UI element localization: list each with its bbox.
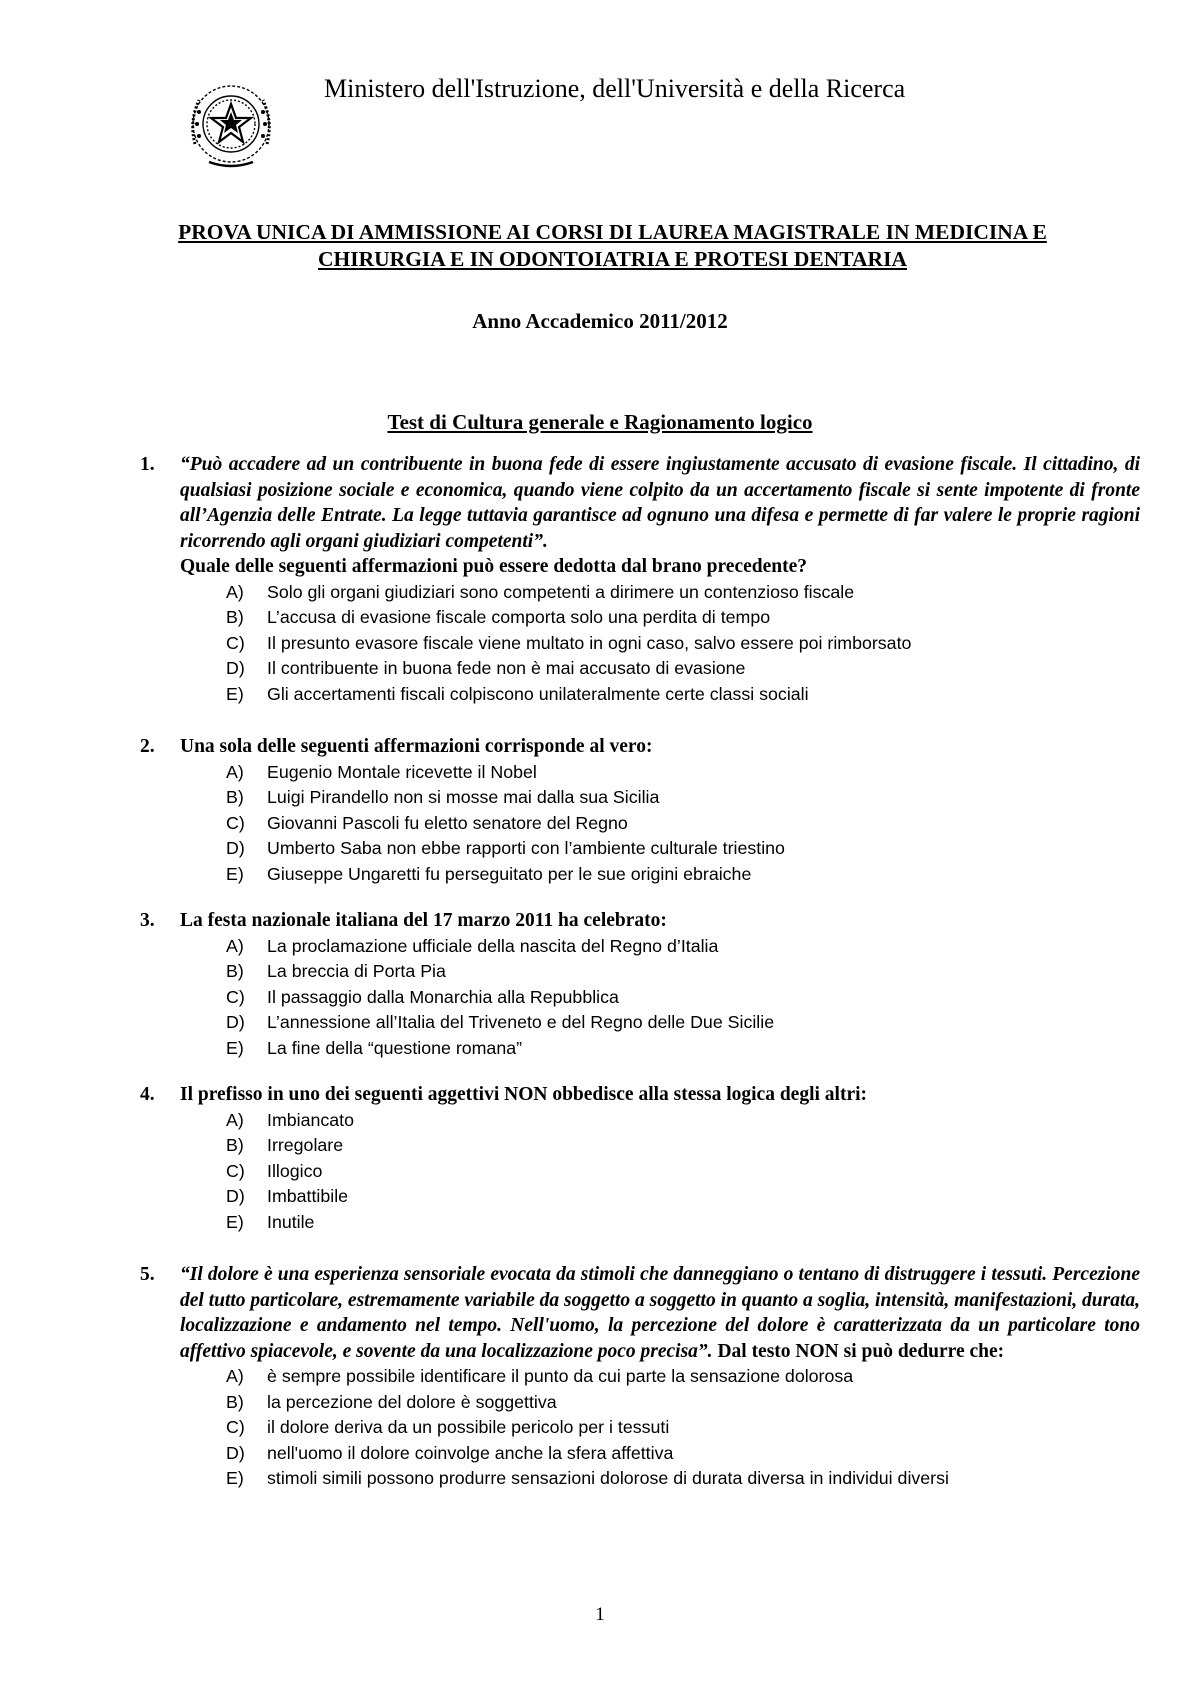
- option-text: Solo gli organi giudiziari sono competenti a dirimere un contenzioso fiscale: [267, 581, 855, 602]
- option-letter: C): [226, 812, 245, 833]
- answer-options: [180, 1108, 1140, 1236]
- option-text: Luigi Pirandello non si mosse mai dalla sua Sicilia: [267, 787, 660, 808]
- answer-option-d[interactable]: [226, 1184, 1140, 1210]
- option-letter: A): [226, 581, 244, 602]
- option-letter: D): [226, 658, 245, 679]
- option-letter: E): [226, 1037, 244, 1058]
- option-text: L’accusa di evasione fiscale comporta solo una perdita di tempo: [267, 607, 771, 628]
- option-text: Imbattibile: [267, 1186, 349, 1207]
- answer-option-a[interactable]: [226, 760, 1140, 786]
- answer-option-b[interactable]: [226, 1133, 1140, 1159]
- academic-year: Anno Accademico 2011/2012: [472, 309, 728, 333]
- answer-options: [180, 580, 1140, 708]
- question-passage: “Può accadere ad un contribuente in buona fede di essere ingiustamente accusato di evasione fiscale. Il cittadino, di qualsiasi posizione sociale e economica, quando viene colpito da un accertamento fiscale si sente impotente di fronte all’Agenzia delle Entrate. La legge tuttavia garantisce ad ognuno una difesa e permette di far valere le proprie ragioni ricorrendo agli organi giudiziari competenti”.: [180, 454, 1140, 552]
- question-prompt: Il prefisso in uno dei seguenti aggettivi NON obbedisce alla stessa logica degli altri:: [180, 1084, 868, 1105]
- option-text: Imbiancato: [267, 1109, 354, 1130]
- answer-option-a[interactable]: [226, 1364, 1140, 1390]
- answer-option-e[interactable]: [226, 1466, 1140, 1492]
- answer-option-b[interactable]: [226, 959, 1140, 985]
- answer-option-d[interactable]: [226, 836, 1140, 862]
- option-letter: B): [226, 607, 244, 628]
- answer-options: [180, 760, 1140, 888]
- option-text: Il presunto evasore fiscale viene multato in ogni caso, salvo essere poi rimborsato: [267, 632, 912, 653]
- option-letter: B): [226, 1135, 244, 1156]
- answer-options: [180, 1364, 1140, 1492]
- option-text: Il passaggio dalla Monarchia alla Repubblica: [267, 986, 619, 1007]
- answer-option-a[interactable]: [226, 1108, 1140, 1134]
- option-text: stimoli simili possono produrre sensazioni dolorose di durata diversa in individui diversi: [267, 1468, 949, 1489]
- question-prompt: Quale delle seguenti affermazioni può essere dedotta dal brano precedente?: [180, 556, 808, 577]
- option-text: L’annessione all’Italia del Triveneto e del Regno delle Due Sicilie: [267, 1012, 775, 1033]
- answer-option-e[interactable]: [226, 862, 1140, 888]
- option-letter: A): [226, 761, 244, 782]
- answer-option-e[interactable]: [226, 682, 1140, 708]
- option-text: il dolore deriva da un possibile pericolo per i tessuti: [267, 1417, 670, 1438]
- option-letter: C): [226, 1160, 245, 1181]
- option-text: nell'uomo il dolore coinvolge anche la sfera affettiva: [267, 1442, 674, 1463]
- question-number: 3.: [140, 910, 155, 931]
- option-letter: E): [226, 863, 244, 884]
- answer-option-e[interactable]: [226, 1036, 1140, 1062]
- option-letter: D): [226, 1442, 245, 1463]
- ministry-name: Ministero dell'Istruzione, dell'Università e della Ricerca: [324, 74, 906, 103]
- answer-option-c[interactable]: [226, 811, 1140, 837]
- answer-option-e[interactable]: [226, 1210, 1140, 1236]
- exam-title-line-2: CHIRURGIA E IN ODONTOIATRIA E PROTESI DENTARIA: [318, 247, 907, 271]
- question-passage: [180, 1262, 1140, 1364]
- exam-title-line-1: PROVA UNICA DI AMMISSIONE AI CORSI DI LAUREA MAGISTRALE IN MEDICINA E: [178, 220, 1047, 244]
- page-number: 1: [595, 1604, 605, 1625]
- question-number: 2.: [140, 736, 155, 757]
- answer-option-b[interactable]: [226, 1390, 1140, 1416]
- option-text: Umberto Saba non ebbe rapporti con l’ambiente culturale triestino: [267, 838, 785, 859]
- question-number: 5.: [140, 1264, 155, 1285]
- option-text: La proclamazione ufficiale della nascita del Regno d’Italia: [267, 935, 719, 956]
- answer-option-d[interactable]: [226, 656, 1140, 682]
- section-title: Test di Cultura generale e Ragionamento logico: [387, 410, 813, 434]
- answer-option-c[interactable]: [226, 985, 1140, 1011]
- option-letter: B): [226, 961, 244, 982]
- answer-options: [180, 934, 1140, 1062]
- option-text: Il contribuente in buona fede non è mai accusato di evasione: [267, 658, 746, 679]
- passage-text: “Il dolore è una esperienza sensoriale evocata da stimoli che danneggiano o tentano di distruggere i tessuti. Percezione del tutto particolare, estremamente variabile da soggetto a soggetto in quanto a soglia, intensità, manifestazioni, durata, localizzazione e andamento nel tempo. Nell'uomo, la percezione del dolore è caratterizzata da un particolare tono affettivo spiacevole, e sovente da una localizzazione poco precisa”.: [180, 1264, 1140, 1362]
- option-letter: D): [226, 1186, 245, 1207]
- option-letter: C): [226, 1417, 245, 1438]
- option-text: Irregolare: [267, 1135, 344, 1156]
- question-prompt: Una sola delle seguenti affermazioni corrisponde al vero:: [180, 736, 653, 757]
- option-text: la percezione del dolore è soggettiva: [267, 1391, 557, 1412]
- option-letter: E): [226, 683, 244, 704]
- option-letter: C): [226, 632, 245, 653]
- option-text: è sempre possibile identificare il punto da cui parte la sensazione dolorosa: [267, 1366, 854, 1386]
- option-letter: D): [226, 1012, 245, 1033]
- answer-option-c[interactable]: [226, 631, 1140, 657]
- question-number: 4.: [140, 1084, 155, 1105]
- exam-title: [100, 219, 1125, 273]
- option-letter: A): [226, 1109, 244, 1130]
- option-text: Inutile: [267, 1211, 315, 1232]
- option-letter: E): [226, 1211, 244, 1232]
- question-number: 1.: [140, 454, 155, 475]
- option-letter: C): [226, 986, 245, 1007]
- question-prompt: La festa nazionale italiana del 17 marzo 2011 ha celebrato:: [180, 910, 667, 931]
- option-letter: E): [226, 1468, 244, 1489]
- option-text: Illogico: [267, 1160, 323, 1181]
- option-text: La fine della “questione romana”: [267, 1037, 523, 1058]
- option-letter: A): [226, 1366, 244, 1386]
- italian-republic-emblem-icon: [180, 72, 282, 172]
- answer-option-a[interactable]: [226, 580, 1140, 606]
- answer-option-d[interactable]: [226, 1010, 1140, 1036]
- answer-option-a[interactable]: [226, 934, 1140, 960]
- option-text: La breccia di Porta Pia: [267, 961, 446, 982]
- option-text: Gli accertamenti fiscali colpiscono unilateralmente certe classi sociali: [267, 683, 809, 704]
- answer-option-d[interactable]: [226, 1441, 1140, 1467]
- option-letter: A): [226, 935, 244, 956]
- option-text: Eugenio Montale ricevette il Nobel: [267, 761, 537, 782]
- option-letter: B): [226, 787, 244, 808]
- answer-option-b[interactable]: [226, 785, 1140, 811]
- answer-option-b[interactable]: [226, 605, 1140, 631]
- option-text: Giuseppe Ungaretti fu perseguitato per le sue origini ebraiche: [267, 863, 752, 884]
- answer-option-c[interactable]: [226, 1415, 1140, 1441]
- option-letter: B): [226, 1391, 244, 1412]
- option-letter: D): [226, 838, 245, 859]
- answer-option-c[interactable]: [226, 1159, 1140, 1185]
- option-text: Giovanni Pascoli fu eletto senatore del Regno: [267, 812, 628, 833]
- question-prompt: Dal testo NON si può dedurre che:: [717, 1340, 1005, 1362]
